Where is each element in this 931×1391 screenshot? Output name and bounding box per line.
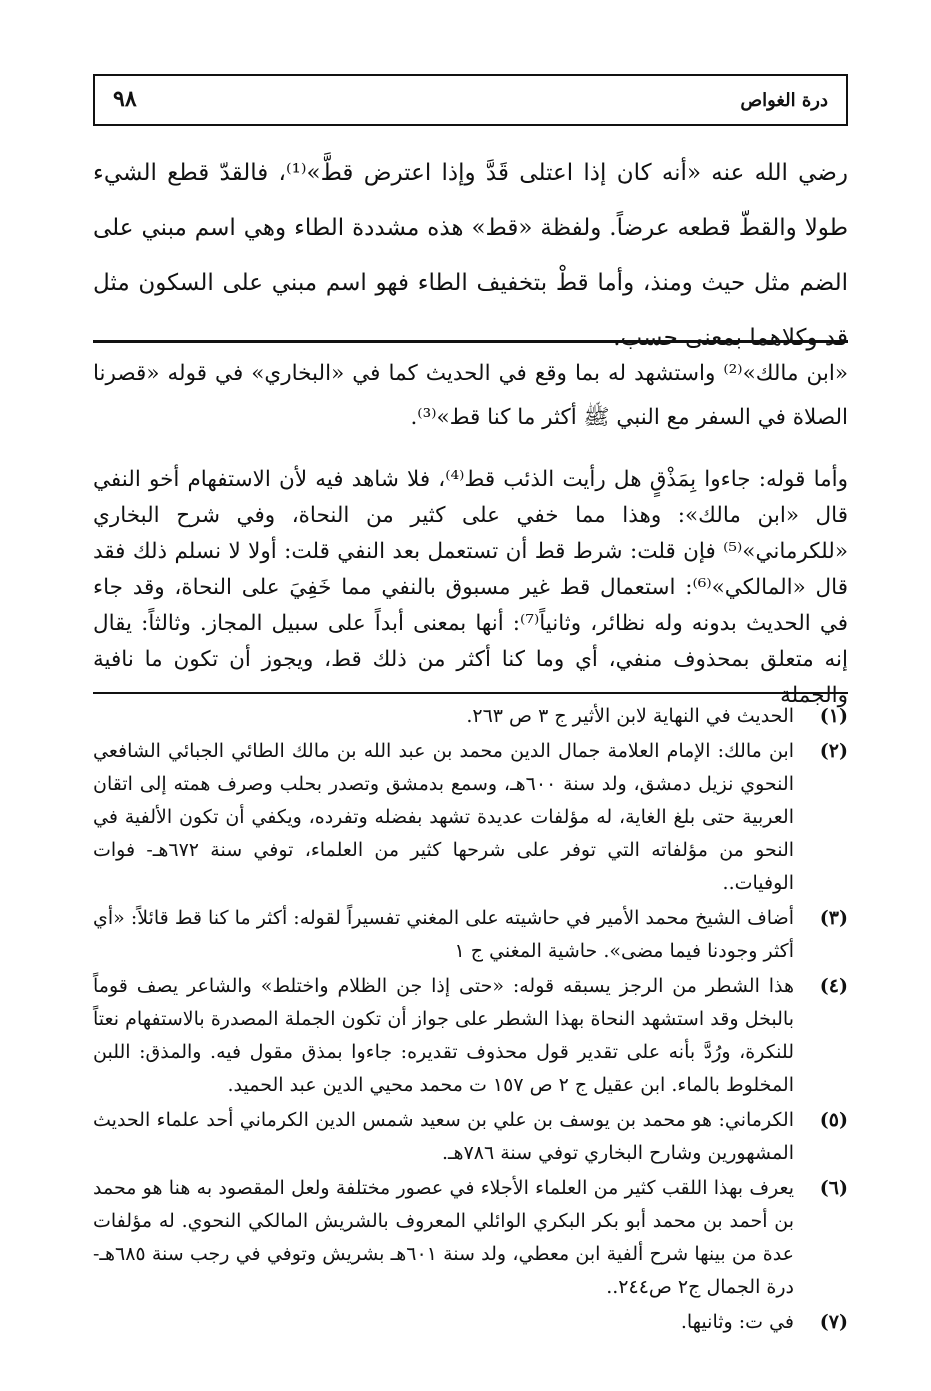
footnote-number: (٤): [819, 975, 848, 997]
footnote-item: [93, 1306, 848, 1339]
footnote-text: يعرف بهذا اللقب كثير من العلماء الأجلاء في عصور مختلفة ولعل المقصود به هنا هو محمد بن أحمد بن محمد أبو بكر البكري الوائلي المعروف بالشريش المالكي النحوي. له مؤلفات عدة من بينها شرح ألفية ابن معطي، ولد سنة ٦٠١هـ بشريش وتوفي في رجب سنة ٦٨٥هـ- درة الجمال ج٢ ص٢٤٤..: [93, 1177, 794, 1298]
footnote-number: (٦): [819, 1177, 848, 1199]
main-text-paragraph: رضي الله عنه «أنه كان إذا اعتلى قَدَّ وإذا اعترض قطَّ»⁽¹⁾، فالقدّ قطع الشيء طولا والقطّ قطعه عرضاً. ولفظة «قط» هذه مشددة الطاء وهي اسم مبني على الضم مثل حيث ومنذ، وأما قطْ بتخفيف الطاء فهو اسم مبني على السكون مثل قد وكلاهما بمعنى حسب.: [93, 160, 848, 351]
footnote-number: (٥): [819, 1109, 848, 1131]
footnote-item: [93, 700, 848, 733]
page-header: [93, 74, 848, 126]
footnote-item: [93, 735, 848, 900]
footnote-text: أضاف الشيخ محمد الأمير في حاشيته على المغني تفسيراً لقوله: أكثر ما كنا قط قائلاً: «أي أكثر وجودنا فيما مضى». حاشية المغني ج ١: [93, 907, 794, 962]
footnote-text: ابن مالك: الإمام العلامة جمال الدين محمد بن عبد الله بن مالك الطائي الجبائي الشافعي النحوي نزيل دمشق، ولد سنة ٦٠٠هـ، وسمع بدمشق وتصدر بحلب وصرف همته إلى اتقان العربية حتى بلغ الغاية، له مؤلفات عديدة تشهد بفضله وتفرده، ويكفي أن تكون الألفية في النحو من مؤلفاته التي توفر على شرحها كثير من العلماء، توفي سنة ٦٧٢هـ- فوات الوفيات..: [93, 740, 795, 894]
running-title: درة الغواص: [740, 90, 828, 111]
section-divider: [93, 340, 848, 343]
footnote-number: (٢): [819, 740, 848, 762]
footnote-item: [93, 970, 848, 1102]
footnote-number: (٣): [819, 907, 848, 929]
footnote-item: [93, 902, 848, 968]
footnote-text: هذا الشطر من الرجز يسبقه قوله: «حتى إذا جن الظلام واختلط» والشاعر يصف قوماً بالبخل وقد استشهد النحاة بهذا الشطر على جواز أن تكون الجملة المصدرة بالاستفهام نعتاً للنكرة، ورُدَّ بأنه على تقدير قول محذوف تقديره: جاءوا بمذق مقول فيه. والمذق: اللبن المخلوط بالماء. ابن عقيل ج ٢ ص ١٥٧ ت محمد محيي الدين عبد الحميد.: [93, 975, 794, 1096]
footnote-item: [93, 1172, 848, 1304]
quote-paragraph: «ابن مالك»⁽²⁾ واستشهد له بما وقع في الحديث كما في «البخاري» في قوله «قصرنا الصلاة في السفر مع النبي ﷺ أكثر ما كنا قط»⁽³⁾.: [93, 361, 848, 430]
footnote-text: الكرماني: هو محمد بن يوسف بن علي بن سعيد شمس الدين الكرماني أحد علماء الحديث المشهورين وشارح البخاري توفي سنة ٧٨٦هـ.: [93, 1109, 794, 1164]
footnote-text: في ت: وثانيها.: [680, 1311, 794, 1333]
page-number: ٩٨: [113, 86, 137, 112]
footnote-item: [93, 1104, 848, 1170]
footnote-divider: [93, 692, 848, 694]
footnote-text: الحديث في النهاية لابن الأثير ج ٣ ص ٢٦٣.: [466, 705, 794, 727]
footnote-number: (١): [819, 705, 848, 727]
footnote-number: (٧): [819, 1311, 848, 1333]
body-paragraph: وأما قوله: جاءوا بِمَذْقٍ هل رأيت الذئب قط⁽⁴⁾، فلا شاهد فيه لأن الاستفهام أخو النفي قال «ابن مالك»: وهذا مما خفي على كثير من النحاة، وفي شرح البخاري «للكرماني»⁽⁵⁾ فإن قلت: شرط قط أن تستعمل بعد النفي قلت: أولا لا نسلم ذلك فقد قال «المالكي»⁽⁶⁾: استعمال قط غير مسبوق بالنفي مما خَفِيَ على النحاة، وقد جاء في الحديث بدونه وله نظائر، وثانياً⁽⁷⁾: أنها بمعنى أبداً على سبيل المجاز. وثالثاً: يقال إنه متعلق بمحذوف منفي، أي وما كنا أكثر من ذلك قط، ويجوز أن تكون ما نافية والجملة: [93, 467, 849, 708]
footnotes-list: [93, 700, 848, 1341]
